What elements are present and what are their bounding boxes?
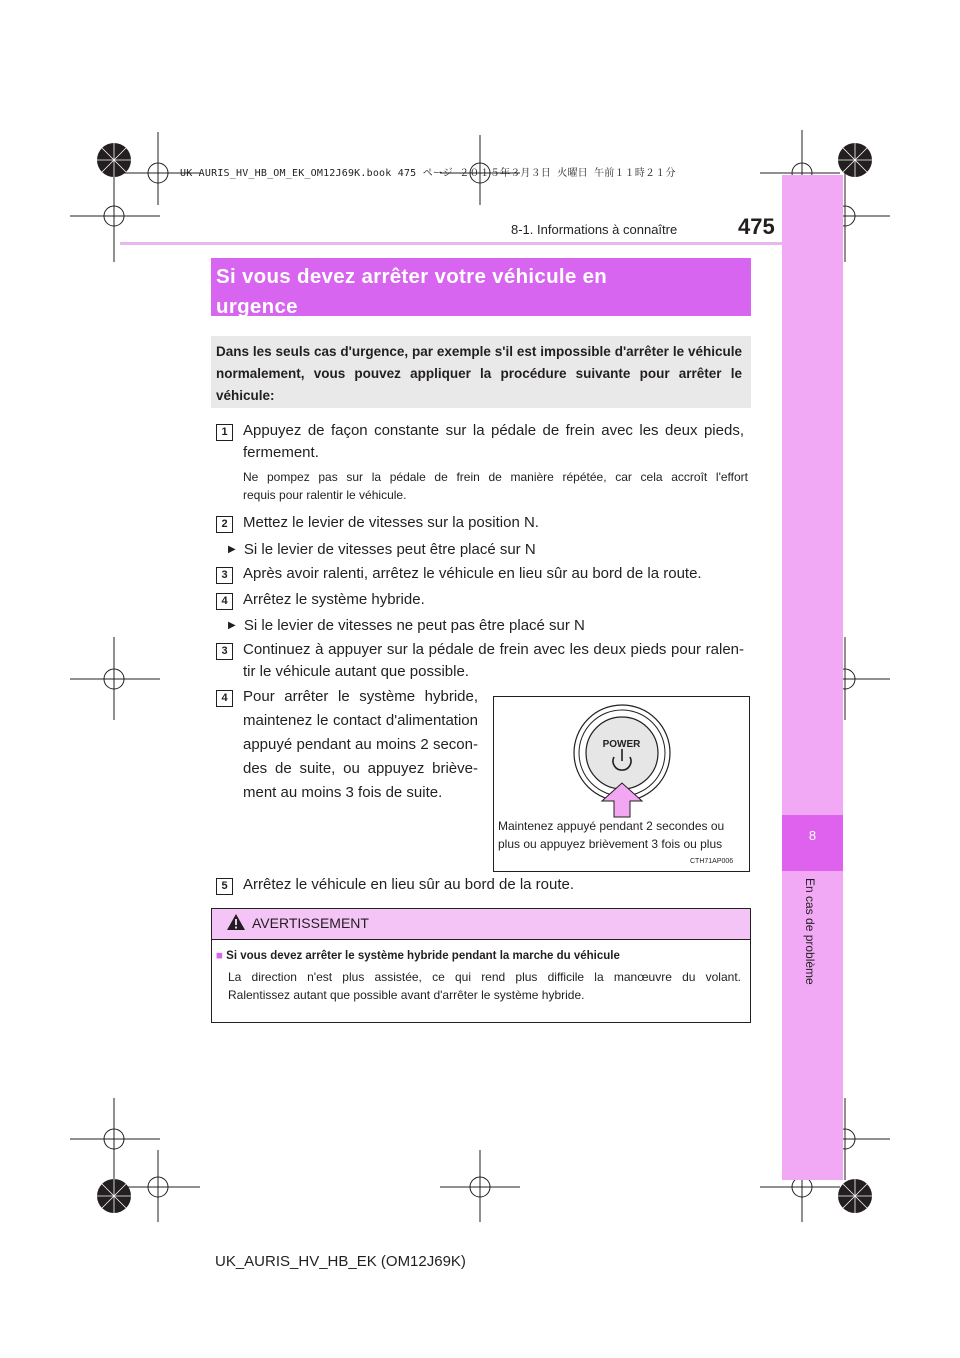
power-button-figure: [493, 696, 750, 872]
page-number: 475: [738, 214, 775, 239]
step-number: 4: [216, 593, 233, 610]
footer-code: UK_AURIS_HV_HB_EK (OM12J69K): [215, 1253, 466, 1270]
figure-code: CTH71AP006: [690, 858, 734, 865]
step-number: 3: [216, 643, 233, 660]
step-text: [243, 420, 744, 464]
step-text: [243, 639, 744, 683]
step-text: Mettez le levier de vitesses sur la position N.: [243, 514, 539, 531]
header-rule: [120, 242, 782, 245]
step-line: tir le véhicule autant que possible.: [243, 663, 469, 680]
step-text: Arrêtez le système hybride.: [243, 591, 425, 608]
case-heading: [228, 615, 585, 637]
caption-line: plus ou appuyez brièvement 3 fois ou plus: [498, 837, 723, 851]
step-line: Pour arrêter le système hybride,: [243, 688, 478, 705]
warning-title: AVERTISSEMENT: [252, 915, 369, 931]
warning-body: [228, 968, 741, 1004]
step-text: Arrêtez le véhicule en lieu sûr au bord de la route.: [243, 876, 575, 893]
square-bullet-icon: ■: [216, 950, 223, 962]
step-text: Après avoir ralenti, arrêtez le véhicule en lieu sûr au bord de la route.: [243, 565, 702, 582]
step-number: 2: [216, 516, 233, 533]
case-heading-text: Si le levier de vitesses peut être placé sur N: [243, 541, 536, 558]
step-number: 3: [216, 567, 233, 584]
warning-heading-text: Si vous devez arrêter le système hybride pendant la marche du véhicule: [226, 950, 620, 962]
power-button-label: POWER: [602, 739, 641, 750]
section-title: 8-1. Informations à connaître: [511, 222, 678, 237]
step-line: maintenez le contact d'alimentation: [243, 712, 478, 729]
warning-triangle-icon: [226, 913, 246, 931]
step-text: [243, 685, 478, 805]
step-number: 1: [216, 424, 233, 441]
warning-line: Ralentissez autant que possible avant d'arrêter le système hybride.: [228, 988, 585, 1002]
warning-heading: [216, 950, 620, 962]
triangle-bullet-icon: ▶: [228, 620, 236, 631]
chapter-number-box: [782, 815, 843, 871]
case-heading: [228, 539, 536, 561]
page-title: [216, 262, 736, 322]
case-heading-text: Si le levier de vitesses ne peut pas être placé sur N: [243, 617, 585, 634]
step-line: des de suite, ou appuyez briève-: [243, 760, 478, 777]
step-number: 4: [216, 690, 233, 707]
chapter-side-tab: [782, 175, 843, 1180]
note-line: requis pour ralentir le véhicule.: [243, 488, 407, 502]
title-line-2: urgence: [216, 295, 298, 318]
step-line: fermement.: [243, 444, 319, 461]
chapter-number: 8: [808, 828, 817, 843]
step-number: 5: [216, 878, 233, 895]
intro-text: Dans les seuls cas d'urgence, par exemple s'il est impossible d'arrêter le véhicule normalement, vous pouvez appliquer la procédure suivante pour arrêter le véhicule:: [216, 344, 742, 403]
figure-caption: [498, 817, 748, 853]
chapter-label: En cas de problème: [803, 878, 817, 985]
step-line: ment au moins 3 fois de suite.: [243, 784, 443, 801]
step-line: appuyé pendant au moins 2 secon-: [243, 736, 478, 753]
step-line: Continuez à appuyer sur la pédale de frein avec les deux pieds pour ralen-: [243, 641, 744, 658]
warning-line: La direction n'est plus assistée, ce qui rend plus difficile la manœuvre du volant.: [228, 970, 741, 984]
title-line-1: Si vous devez arrêter votre véhicule en: [216, 265, 608, 288]
note-line: Ne pompez pas sur la pédale de frein de manière répétée, car cela accroît l'effort: [243, 470, 748, 484]
triangle-bullet-icon: ▶: [228, 544, 236, 555]
step-note: [243, 468, 748, 504]
step-line: Appuyez de façon constante sur la pédale de frein avec les deux pieds,: [243, 422, 744, 439]
caption-line: Maintenez appuyé pendant 2 secondes ou: [498, 819, 725, 833]
book-info-line: UK AURIS_HV_HB_OM_EK_OM12J69K.book 475 ページ ２０１５年３月３日 火曜日 午前１１時２１分: [180, 168, 676, 179]
